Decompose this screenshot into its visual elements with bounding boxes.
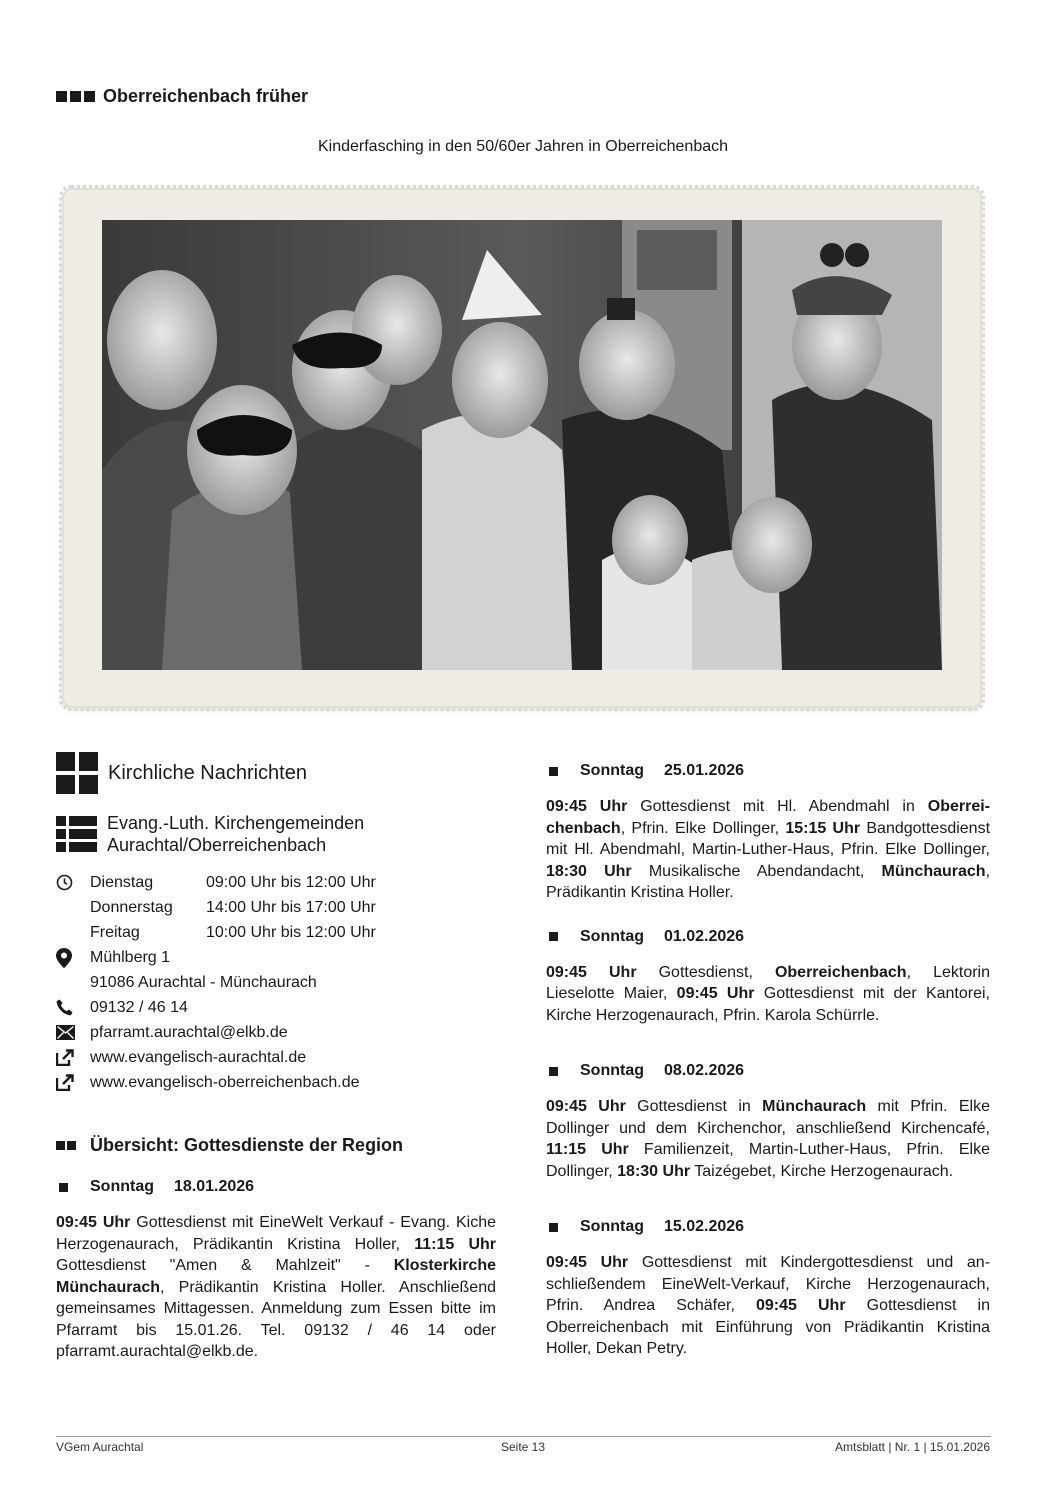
parish-title-line2: Aurachtal/Oberreichenbach — [107, 835, 327, 855]
bold-text: 09:45 Uhr — [676, 985, 755, 1002]
email-row — [56, 1020, 496, 1045]
bold-text: Oberreichenbach — [546, 798, 990, 837]
bold-text: 11:15 Uhr — [414, 1235, 496, 1253]
bullet-icon — [549, 767, 558, 776]
service-day-header — [546, 1062, 990, 1080]
section-title: Oberreichenbach früher — [103, 86, 309, 106]
parish-header — [56, 812, 496, 856]
hours-day: Dienstag — [90, 873, 154, 891]
service-block — [546, 1218, 990, 1360]
address-row — [56, 945, 496, 970]
parish-title-line1: Evang.-Luth. Kirchengemeinden — [107, 813, 365, 833]
hours-row — [56, 870, 496, 895]
address-street: Mühlberg 1 — [90, 948, 171, 966]
bold-text: Münchaurach — [762, 1098, 867, 1115]
overview-header — [56, 1135, 496, 1156]
service-date: 25.01.2026 — [664, 762, 745, 779]
footer-page: Seite 13 — [500, 1440, 546, 1454]
bold-text: 15:15 Uhr — [785, 819, 861, 837]
hours-time: 10:00 Uhr bis 12:00 Uhr — [206, 923, 376, 941]
footer-divider — [56, 1436, 991, 1437]
overview-title: Übersicht: Gottesdienste der Region — [90, 1135, 404, 1155]
right-column — [546, 762, 990, 1382]
bullet-icon — [59, 1183, 68, 1192]
church-news-title: Kirchliche Nachrichten — [108, 761, 307, 784]
bullet-icon — [549, 1223, 558, 1232]
left-column — [56, 752, 496, 1385]
service-description: 09:45 Uhr Gottesdienst mit EineWelt Verkauf - Evang. Kiche Herzogenaurach, Prädikantin Kristina Holler, 11:15 Uhr Gottesdienst "Amen & Mahlzeit" - Klosterkirche Münchaurach, Prädikantin Kristina Holler. Anschließend gemeinsames Mittagessen. Anmeldung zum Essen bitte im Pfarramt bis 15.01.26. Tel. 09132 / 46 14 oder pfarramt.aurachtal@elkb.de. — [56, 1214, 497, 1360]
heading-squares-icon — [56, 91, 95, 102]
hours-time: 14:00 Uhr bis 17:00 Uhr — [206, 898, 376, 916]
phone-number: 09132 / 46 14 — [90, 998, 188, 1016]
bold-text: Oberreichenbach — [774, 963, 907, 981]
service-date: 01.02.2026 — [664, 927, 745, 945]
email-link[interactable]: pfarramt.aurachtal@elkb.de — [90, 1023, 288, 1041]
historic-photo — [102, 220, 942, 670]
service-day: Sonntag — [580, 762, 644, 779]
location-pin-icon — [56, 948, 90, 968]
address-city: 91086 Aurachtal - Münchaurach — [90, 973, 317, 991]
service-day-header — [56, 1178, 496, 1196]
website-row — [56, 1070, 496, 1095]
service-day-header — [546, 1218, 990, 1236]
bold-text: 11:15 Uhr — [546, 1141, 629, 1158]
service-block — [56, 1178, 496, 1363]
contact-block — [56, 870, 496, 1095]
photo-caption: Kinderfasching in den 50/60er Jahren in Oberreichenbach — [317, 138, 729, 155]
children-carnival-photo — [102, 220, 942, 670]
service-block — [546, 928, 990, 1027]
service-block — [546, 1062, 990, 1182]
bold-text: 18:30 Uhr — [617, 1162, 691, 1180]
bullet-icon — [549, 1067, 558, 1076]
bold-text: 09:45 Uhr — [546, 963, 637, 981]
footer-right: Amtsblatt | Nr. 1 | 15.01.2026 — [835, 1440, 990, 1454]
hours-row — [56, 895, 496, 920]
service-block — [546, 762, 990, 904]
service-date: 18.01.2026 — [174, 1178, 255, 1195]
service-day: Sonntag — [580, 1062, 644, 1079]
service-day-header — [546, 762, 990, 780]
service-day: Sonntag — [90, 1178, 154, 1195]
address-row — [56, 970, 496, 995]
service-description: 09:45 Uhr Gottesdienst mit Kindergottesdienst und anschließendem EineWelt-Verkauf, Kirche Herzogenaurach, Pfrin. Andrea Schäfer, 09:45 Uhr Gottesdienst in Oberreichenbach mit Einführung von Prädikantin Kristina Holler, Dekan Petry. — [546, 1254, 991, 1357]
service-description: 09:45 Uhr Gottesdienst in Münchaurach mit Pfrin. Elke Dollinger und dem Kirchenchor, anschließend Kirchencafé, 11:15 Uhr Familienzeit, Martin-Luther-Haus, Pfrin. Elke Dollinger, 18:30 Uhr Taizégebet, Kirche Herzogenaurach. — [546, 1098, 991, 1180]
bold-text: 18:30 Uhr — [546, 862, 632, 880]
website-link[interactable]: www.evangelisch-aurachtal.de — [90, 1048, 307, 1066]
mail-icon — [56, 1025, 90, 1040]
bold-text: 09:45 Uhr — [546, 798, 628, 815]
external-link-icon — [56, 1049, 90, 1066]
bold-text: 09:45 Uhr — [546, 1098, 626, 1115]
bullet-icon — [549, 932, 558, 941]
phone-row — [56, 995, 496, 1020]
external-link-icon — [56, 1074, 90, 1091]
service-day: Sonntag — [580, 927, 644, 945]
service-day: Sonntag — [580, 1218, 644, 1235]
section-header — [56, 86, 308, 107]
footer-left: VGem Aurachtal — [56, 1440, 144, 1454]
list-icon — [56, 816, 97, 852]
hours-time: 09:00 Uhr bis 12:00 Uhr — [206, 873, 376, 891]
hours-day: Donnerstag — [90, 898, 173, 916]
service-date: 08.02.2026 — [664, 1062, 745, 1079]
hours-day: Freitag — [90, 923, 140, 941]
website-link[interactable]: www.evangelisch-oberreichenbach.de — [90, 1073, 360, 1091]
church-news-header — [56, 752, 496, 794]
bold-text: Münchaurach — [881, 862, 986, 880]
hours-row — [56, 920, 496, 945]
clock-icon — [56, 874, 90, 891]
website-row — [56, 1045, 496, 1070]
service-day-header — [546, 928, 990, 946]
service-description: 09:45 Uhr Gottesdienst, Oberreichenbach, Lektorin Lieselotte Maier, 09:45 Uhr Gottesdienst mit der Kantorei, Kirche Herzogenaurach, Pfrin. Karola Schürrle. — [546, 963, 990, 1024]
parish-title — [107, 812, 364, 856]
bold-text: 09:45 Uhr — [56, 1214, 131, 1231]
bold-text: 09:45 Uhr — [546, 1254, 629, 1271]
service-description: 09:45 Uhr Gottesdienst mit Hl. Abendmahl in Oberreichenbach, Pfrin. Elke Dollinger, 15:15 Uhr Bandgottesdienst mit Hl. Abendmahl, Martin-Luther-Haus, Pfrin. Elke Dollinger, 18:30 Uhr Musikalische Abendandacht, Münchaurach, Prädikantin Kristina Holler. — [546, 798, 991, 901]
bold-text: 09:45 Uhr — [756, 1297, 846, 1314]
service-date: 15.02.2026 — [664, 1218, 745, 1235]
bold-text: Klosterkirche Münchaurach — [56, 1257, 496, 1296]
four-squares-icon — [56, 752, 98, 794]
phone-icon — [56, 999, 90, 1016]
two-squares-icon — [56, 1141, 76, 1150]
